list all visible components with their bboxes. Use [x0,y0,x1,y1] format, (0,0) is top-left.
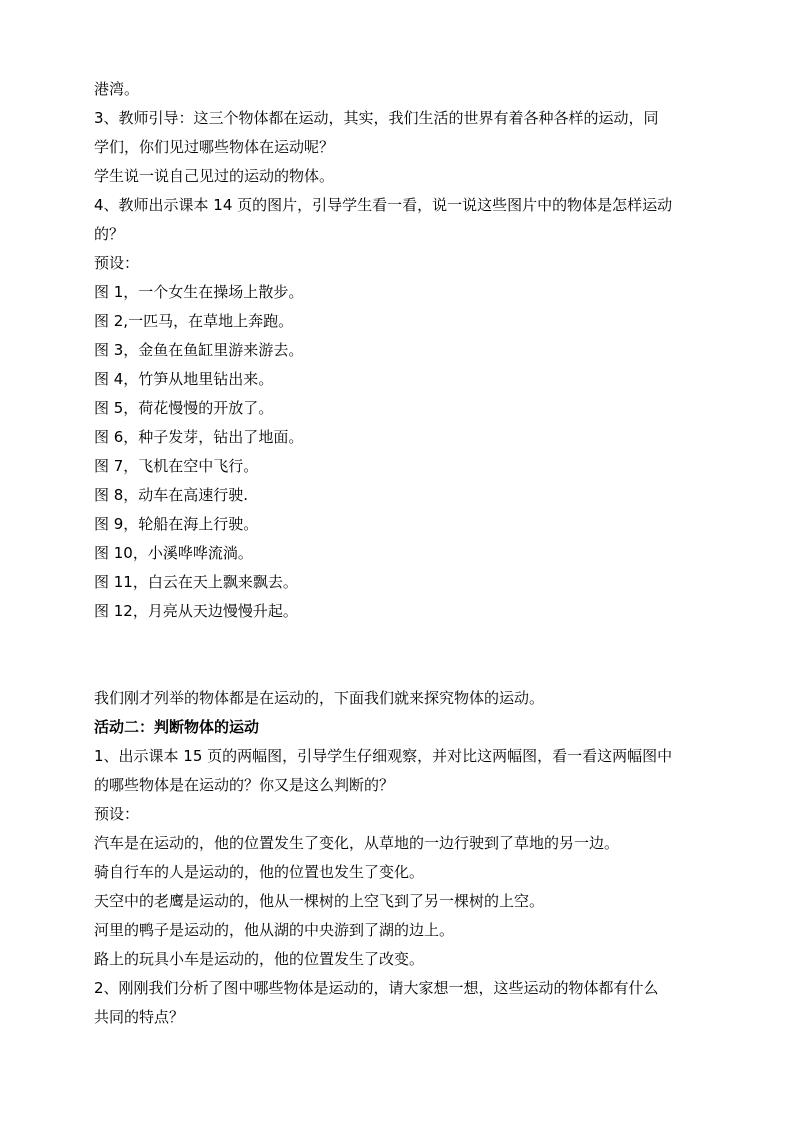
text-line: 图 8，动车在高速行驶. [94,486,249,504]
text-line: 我们刚才列举的物体都是在运动的，下面我们就来探究物体的运动。 [94,689,545,707]
text-line: 4、教师出示课本 14 页的图片，引导学生看一看，说一说这些图片中的物体是怎样运动 [94,196,673,214]
section-heading: 活动二：判断物体的运动 [94,718,260,736]
text-line: 学生说一说自己见过的运动的物体。 [94,167,335,185]
text-line: 图 2,一匹马，在草地上奔跑。 [94,312,294,330]
text-line: 图 9，轮船在海上行驶。 [94,515,259,533]
text-line: 1、出示课本 15 页的两幅图，引导学生仔细观察，并对比这两幅图，看一看这两幅图中 [94,747,673,765]
text-line: 路上的玩具小车是运动的，他的位置发生了改变。 [94,950,425,968]
text-line: 2、刚刚我们分析了图中哪些物体是运动的，请大家想一想，这些运动的物体都有什么 [94,979,659,997]
text-line: 的？ [94,225,125,243]
text-line: 天空中的老鹰是运动的，他从一棵树的上空飞到了另一棵树的上空。 [94,892,545,910]
text-line: 图 6，种子发芽，钻出了地面。 [94,428,304,446]
text-line: 图 7，飞机在空中飞行。 [94,457,259,475]
text-line: 图 12，月亮从天边慢慢升起。 [94,602,298,620]
text-line: 图 3，金鱼在鱼缸里游来游去。 [94,341,304,359]
text-line: 学们，你们见过哪些物体在运动呢？ [94,138,335,156]
text-line: 图 11，白云在天上飘来飘去。 [94,573,298,591]
text-line: 的哪些物体是在运动的？你又是这么判断的？ [94,776,395,794]
text-line: 汽车是在运动的，他的位置发生了变化，从草地的一边行驶到了草地的另一边。 [94,834,620,852]
text-line: 预设： [94,805,140,823]
text-line: 图 5，荷花慢慢的开放了。 [94,399,274,417]
text-line: 图 1，一个女生在操场上散步。 [94,283,304,301]
text-line: 图 10，小溪哗哗流淌。 [94,544,253,562]
text-line: 图 4，竹笋从地里钻出来。 [94,370,274,388]
text-line: 河里的鸭子是运动的，他从湖的中央游到了湖的边上。 [94,921,455,939]
text-line: 骑自行车的人是运动的，他的位置也发生了变化。 [94,863,425,881]
text-line: 港湾。 [94,80,140,98]
text-line: 共同的特点？ [94,1008,185,1026]
text-line: 3、教师引导：这三个物体都在运动，其实，我们生活的世界有着各种各样的运动，同 [94,109,659,127]
text-line: 预设： [94,254,140,272]
